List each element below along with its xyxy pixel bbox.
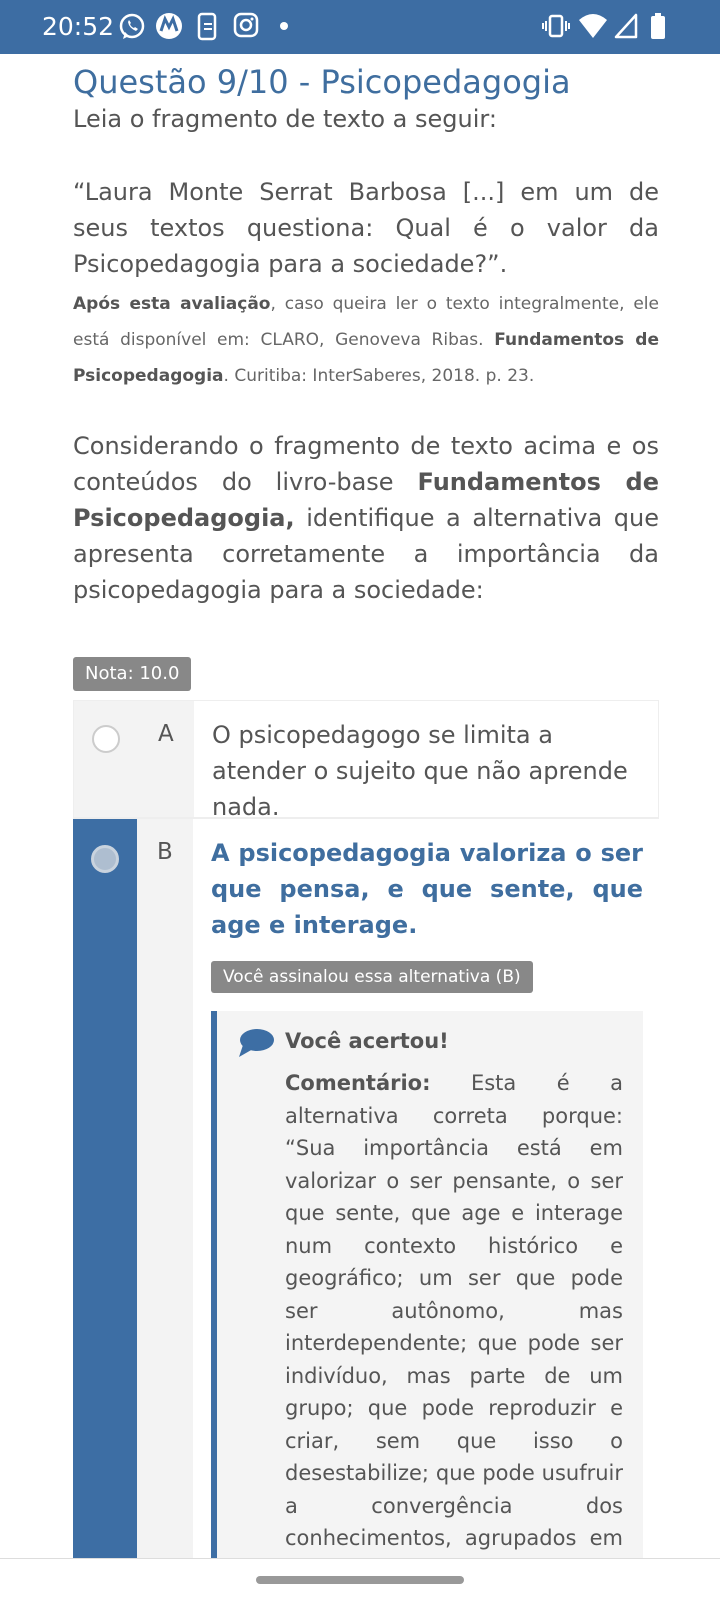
feedback-title: Você acertou! <box>285 1029 449 1053</box>
question-prompt <box>73 428 659 608</box>
phone-transfer-icon <box>196 12 220 42</box>
status-bar <box>0 0 720 54</box>
home-gesture-handle[interactable] <box>256 1576 464 1584</box>
instagram-icon <box>233 12 259 38</box>
dot-icon <box>279 21 289 31</box>
status-time: 20:52 <box>42 12 115 41</box>
wifi-icon <box>578 12 608 40</box>
battery-icon <box>650 12 666 40</box>
motorola-icon <box>155 12 183 40</box>
grade-badge: Nota: 10.0 <box>73 657 191 691</box>
navigation-bar <box>0 1558 720 1600</box>
question-title: Questão 9/10 - Psicopedagogia <box>73 63 571 101</box>
option-b-radio-column <box>73 819 137 1558</box>
reference-bold-2: Fundamentos de Psicopedagogia <box>73 330 659 386</box>
option-b-text: A psicopedagogia valoriza o ser que pensa, e que sente, que age e interage. <box>211 839 643 939</box>
whatsapp-icon <box>117 12 147 42</box>
reference-text-2: . Curitiba: InterSaberes, 2018. p. 23. <box>223 366 535 386</box>
comment-text: Esta é a alternativa correta porque: “Sua importância está em valorizar o ser pensante, o ser que sente, que age e interage num contexto histórico e geográfico; um ser que pode ser autônomo, mas interdependente; que pode ser indivíduo, mas parte de um grupo; que pode reproduzir e criar, sem que isso o desestabilize; que pode usufruir a convergência dos conhecimentos, agrupados em <box>285 1071 623 1550</box>
prompt-text-2: identifique a alternativa que apresenta corretamente a importância da psicopedagogia para a sociedade: <box>73 504 659 604</box>
option-a-radio[interactable] <box>92 725 120 753</box>
option-a-radio-column <box>74 701 138 817</box>
reference-text-1: , caso queira ler o texto integralmente, ele está disponível em: CLARO, Genoveva Ribas. <box>73 294 659 350</box>
vibrate-icon <box>542 12 570 40</box>
feedback-box <box>211 1011 643 1571</box>
option-b[interactable] <box>73 818 659 1558</box>
option-b-radio[interactable] <box>91 845 119 873</box>
comment-label: Comentário: <box>285 1071 431 1095</box>
option-a-text: O psicopedagogo se limita a atender o sujeito que não aprende nada. <box>212 721 628 821</box>
option-a[interactable] <box>73 700 659 821</box>
question-lead: Leia o fragmento de texto a seguir: <box>73 105 497 133</box>
reference-bold-1: Após esta avaliação <box>73 294 271 314</box>
comment-icon <box>237 1027 275 1059</box>
prompt-bold: Fundamentos de Psicopedagogia, <box>73 468 659 532</box>
feedback-comment <box>285 1067 623 1587</box>
signal-icon <box>613 12 639 40</box>
question-quote: “Laura Monte Serrat Barbosa [...] em um de seus textos questiona: Qual é o valor da Psicopedagogia para a sociedade?”. <box>73 178 659 278</box>
option-b-letter-column <box>137 819 193 1558</box>
option-b-letter: B <box>157 839 173 865</box>
option-a-letter-column <box>138 701 194 817</box>
prompt-text-1: Considerando o fragmento de texto acima e os conteúdos do livro-base <box>73 432 659 496</box>
question-reference <box>73 286 659 394</box>
option-a-letter: A <box>158 721 174 747</box>
question-content <box>73 62 659 608</box>
selected-badge: Você assinalou essa alternativa (B) <box>211 961 533 993</box>
